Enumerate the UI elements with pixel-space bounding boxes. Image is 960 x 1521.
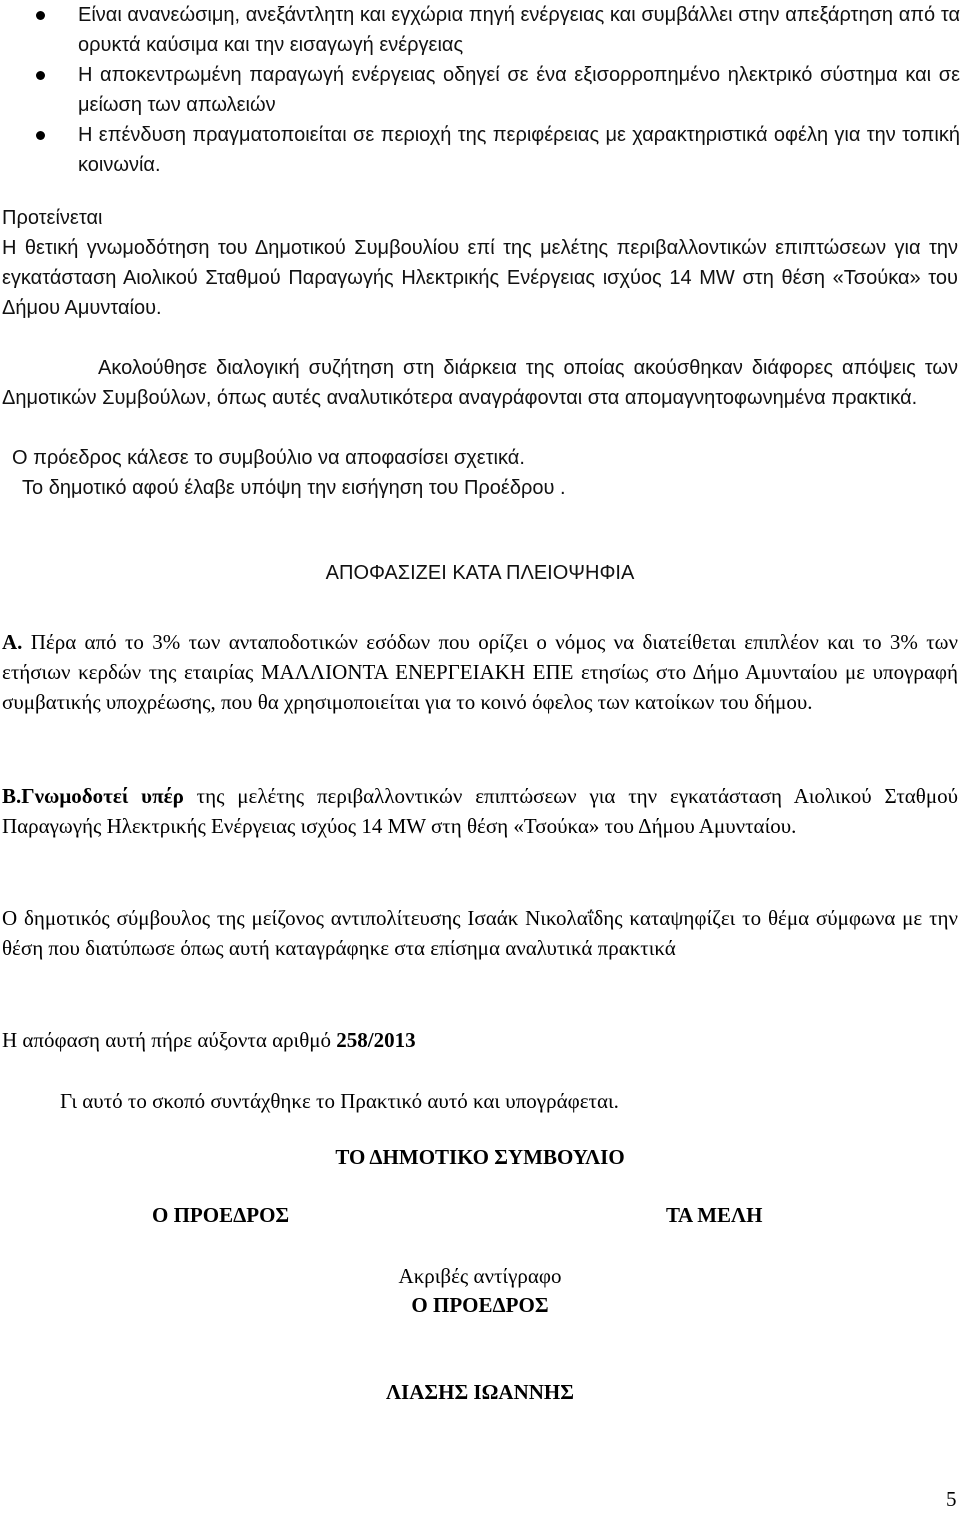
president-label: Ο ΠΡΟΕΔΡΟΣ (152, 1203, 290, 1227)
proposal-heading: Προτείνεται (2, 207, 103, 229)
list-item-text: Η αποκεντρωμένη παραγωγή ενέργειας οδηγεί σε ένα εξισορροπημένο ηλεκτρικό σύστημα και σε μείωση των απωλειών (78, 64, 960, 116)
point-a-text: Πέρα από το 3% των ανταποδοτικών εσόδων που ορίζει ο νόμος να διατείθεται επιπλέον και το 3% των ετήσιων κερδών της εταιρίας ΜΑΛΛΙΟΝΤΑ ΕΝΕΡΓΕΙΑΚΗ ΕΠΕ ετησίως στο Δήμο Αμυνταίου με υπογραφή συμβατικής υποχρέωσης, που θα χρησιμοποιείται για το κοινό όφελος των κατοίκων του δήμου. (2, 630, 958, 714)
point-b-bold: Γνωμοδοτεί υπέρ (21, 784, 184, 808)
bullet-icon (36, 71, 45, 80)
decision-number: 258/2013 (336, 1028, 416, 1052)
benefits-list (36, 0, 960, 180)
president-call: Ο πρόεδρος κάλεσε το συμβούλιο να αποφασίσει σχετικά. (12, 447, 525, 469)
list-item (36, 60, 960, 120)
point-b (2, 781, 958, 841)
bullet-icon (36, 11, 45, 20)
list-item-text: Είναι ανανεώσιμη, ανεξάντλητη και εγχώρια πηγή ενέργειας και συμβάλλει στην απεξάρτηση από τα ορυκτά καύσιμα και την εισαγωγή ενέργειας (78, 4, 960, 56)
point-a-label: Α. (2, 630, 23, 654)
discussion-paragraph: Ακολούθησε διαλογική συζήτηση στη διάρκεια της οποίας ακούσθηκαν διάφορες απόψεις των Δημοτικών Συμβούλων, όπως αυτές αναλυτικότερα αναγράφονται στα απομαγνητοφωνημένα πρακτικά. (2, 357, 958, 409)
decision-heading: ΑΠΟΦΑΣΙΖΕΙ ΚΑΤΑ ΠΛΕΙΟΨΗΦΙΑ (325, 562, 635, 584)
decision-number-prefix: Η απόφαση αυτή πήρε αύξοντα αριθμό (2, 1028, 337, 1052)
members-label: ΤΑ ΜΕΛΗ (666, 1203, 763, 1227)
council-title: ΤΟ ΔΗΜΟΤΙΚΟ ΣΥΜΒΟΥΛΙΟ (335, 1145, 625, 1169)
opposition-vote: Ο δημοτικός σύμβουλος της μείζονος αντιπολίτευσης Ισαάκ Νικολαΐδης καταψηφίζει το θέμα σύμφωνα με την θέση που διατύπωσε όπως αυτή καταγράφηκε στα επίσημα αναλυτικά πρακτικά (2, 906, 958, 960)
signatory-name: ΛΙΑΣΗΣ ΙΩΑΝΝΗΣ (386, 1380, 574, 1404)
point-b-text: της μελέτης περιβαλλοντικών επιπτώσεων για την εγκατάσταση Αιολικού Σταθμού Παραγωγής Ηλεκτρικής Ενέργειας ισχύος 14 MW στη θέση «Τσούκα» του Δήμου Αμυνταίου. (2, 784, 958, 838)
page-number: 5 (946, 1487, 957, 1511)
decision-number-line (2, 1025, 958, 1055)
point-b-label: Β. (2, 784, 22, 808)
true-copy-label: Ακριβές αντίγραφο (398, 1264, 562, 1288)
bullet-icon (36, 131, 45, 140)
true-copy-president: Ο ΠΡΟΕΔΡΟΣ (411, 1293, 549, 1317)
council-considered: Το δημοτικό αφού έλαβε υπόψη την εισήγηση του Προέδρου . (22, 477, 566, 499)
closing-line: Γι αυτό το σκοπό συντάχθηκε το Πρακτικό αυτό και υπογράφεται. (60, 1089, 619, 1113)
point-a (2, 627, 958, 717)
list-item-text: Η επένδυση πραγματοποιείται σε περιοχή της περιφέρειας με χαρακτηριστικά οφέλη για την τοπική κοινωνία. (78, 124, 960, 176)
list-item (36, 0, 960, 60)
list-item (36, 120, 960, 180)
proposal-text: Η θετική γνωμοδότηση του Δημοτικού Συμβουλίου επί της μελέτης περιβαλλοντικών επιπτώσεων για την εγκατάσταση Αιολικού Σταθμού Παραγωγής Ηλεκτρικής Ενέργειας ισχύος 14 MW στη θέση «Τσούκα» του Δήμου Αμυνταίου. (2, 237, 958, 319)
